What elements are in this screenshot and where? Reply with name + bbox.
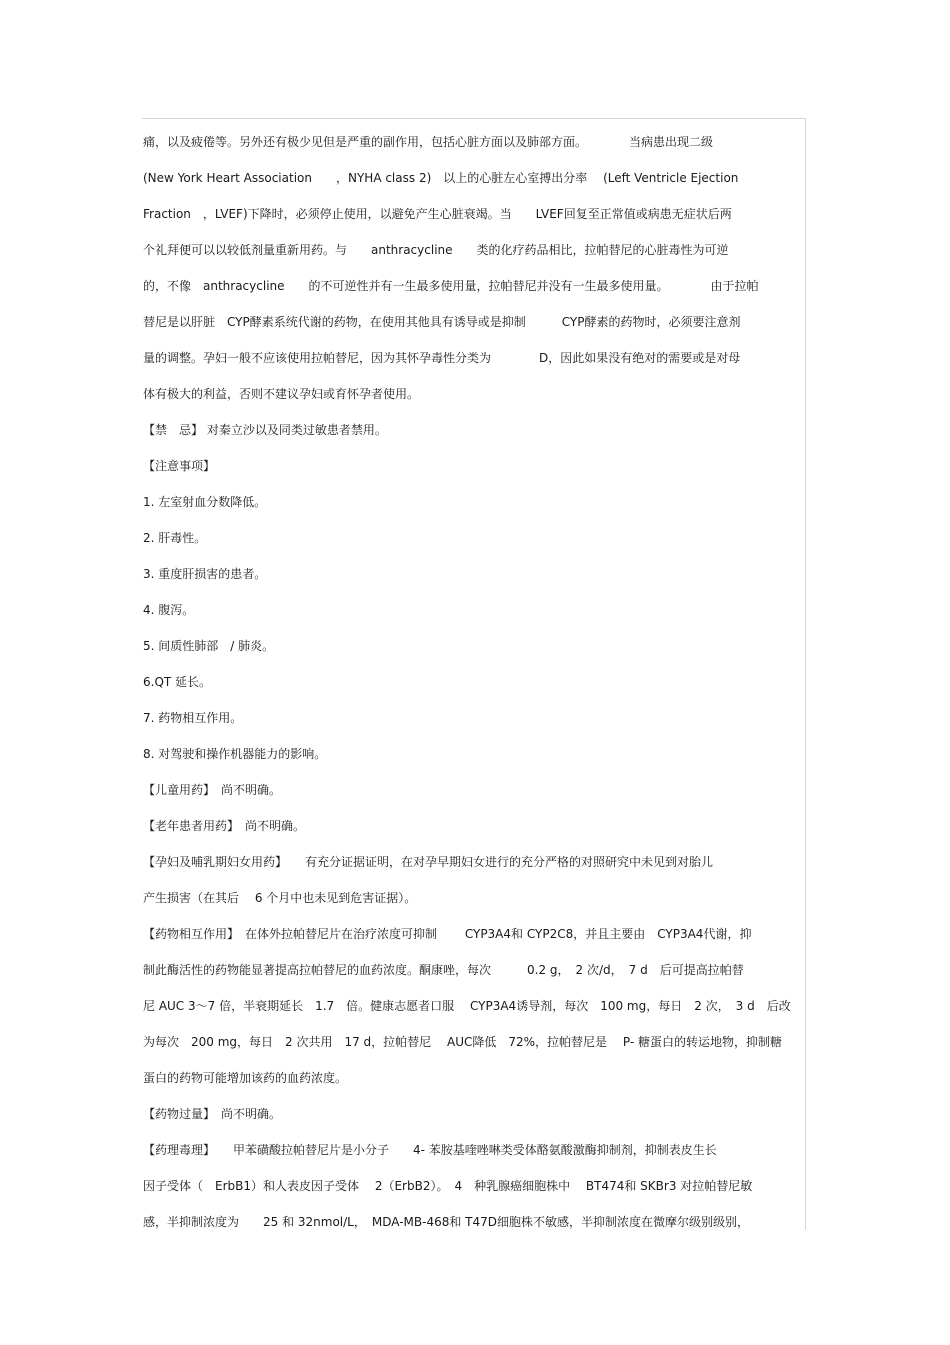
list-item: 5. 间质性肺部 / 肺炎。 [143, 639, 275, 653]
text-line: 痛，以及疲倦等。另外还有极少见但是严重的副作用，包括心脏方面以及肺部方面。 当病患出现二级 [143, 135, 714, 149]
section-pregnancy: 【孕妇及哺乳期妇女用药】 有充分证据证明，在对孕早期妇女进行的充分严格的对照研究中未见到对胎儿 [143, 855, 714, 869]
text-line: 因子受体（ ErbB1）和人表皮因子受体 2（ErbB2）。 4 种乳腺癌细胞株中 BT474和 SKBr3 对拉帕替尼敏 [143, 1179, 753, 1193]
list-item: 3. 重度肝损害的患者。 [143, 567, 267, 581]
text-line: 个礼拜便可以以较低剂量重新用药。与 anthracycline 类的化疗药品相比，拉帕替尼的心脏毒性为可逆 [143, 243, 729, 257]
document-body [143, 124, 808, 1240]
list-item: 1. 左室射血分数降低。 [143, 495, 267, 509]
section-precautions-heading: 【注意事项】 [143, 459, 216, 473]
section-drug-interactions: 【药物相互作用】 在体外拉帕替尼片在治疗浓度可抑制 CYP3A4和 CYP2C8，并且主要由 CYP3A4代谢，抑 [143, 927, 752, 941]
section-pharmacology: 【药理毒理】 甲苯磺酸拉帕替尼片是小分子 4- 苯胺基喹唑啉类受体酪氨酸激酶抑制剂，抑制表皮生长 [143, 1143, 717, 1157]
text-line: 蛋白的药物可能增加该药的血药浓度。 [143, 1071, 348, 1085]
text-line: 制此酶活性的药物能显著提高拉帕替尼的血药浓度。酮康唑，每次 0.2 g， 2 次/d， 7 d 后可提高拉帕替 [143, 963, 744, 977]
list-item: 2. 肝毒性。 [143, 531, 207, 545]
text-line: 替尼是以肝脏 CYP酵素系统代谢的药物，在使用其他具有诱导或是抑制 CYP酵素的药物时，必须要注意剂 [143, 315, 741, 329]
list-item: 7. 药物相互作用。 [143, 711, 243, 725]
text-line: 的，不像 anthracycline 的不可逆性并有一生最多使用量，拉帕替尼并没有一生最多使用量。 由于拉帕 [143, 279, 759, 293]
text-line: 体有极大的利益，否则不建议孕妇或育怀孕者使用。 [143, 387, 420, 401]
list-item: 8. 对驾驶和操作机器能力的影响。 [143, 747, 327, 761]
text-line: (New York Heart Association ，NYHA class 2) 以上的心脏左心室搏出分率 (Left Ventricle Ejection [143, 171, 739, 185]
text-line: 尼 AUC 3～7 倍，半衰期延长 1.7 倍。健康志愿者口服 CYP3A4诱导剂，每次 100 mg，每日 2 次， 3 d 后改 [143, 999, 791, 1013]
section-geriatric-use: 【老年患者用药】 尚不明确。 [143, 819, 306, 833]
list-item: 4. 腹泻。 [143, 603, 195, 617]
section-pediatric-use: 【儿童用药】 尚不明确。 [143, 783, 282, 797]
text-line: 感，半抑制浓度为 25 和 32nmol/L， MDA-MB-468和 T47D细胞株不敏感，半抑制浓度在微摩尔级别级别， [143, 1215, 750, 1229]
list-item: 6.QT 延长。 [143, 675, 212, 689]
text-line: 量的调整。孕妇一般不应该使用拉帕替尼，因为其怀孕毒性分类为 D，因此如果没有绝对的需要或是对母 [143, 351, 741, 365]
text-line: 产生损害（在其后 6 个月中也未见到危害证据）。 [143, 891, 417, 905]
section-overdose: 【药物过量】 尚不明确。 [143, 1107, 282, 1121]
text-line: 为每次 200 mg，每日 2 次共用 17 d，拉帕替尼 AUC降低 72%，拉帕替尼是 P- 糖蛋白的转运地物，抑制糖 [143, 1035, 782, 1049]
section-contraindications: 【禁 忌】 对秦立沙以及同类过敏患者禁用。 [143, 423, 387, 437]
text-line: Fraction ，LVEF)下降时，必须停止使用，以避免产生心脏衰竭。当 LVEF回复至正常值或病患无症状后两 [143, 207, 732, 221]
